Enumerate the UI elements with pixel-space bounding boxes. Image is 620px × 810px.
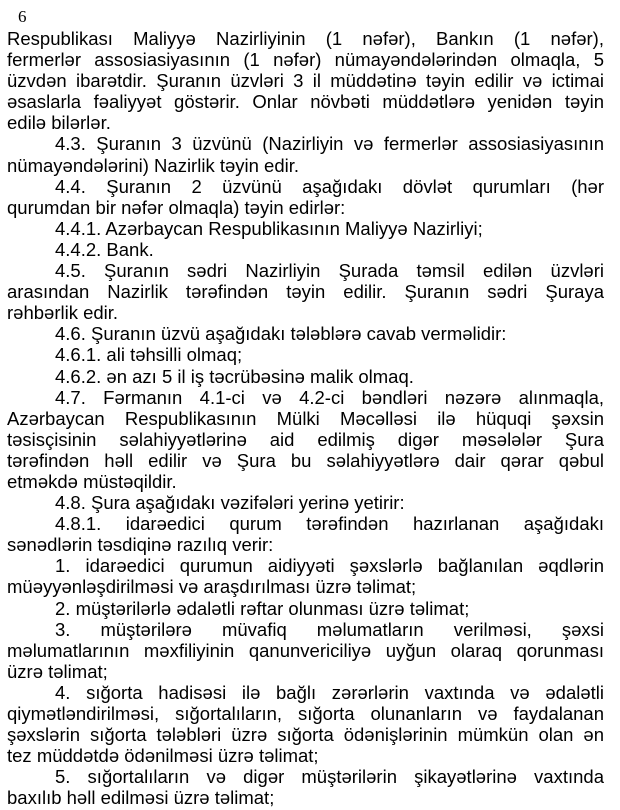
text-line: 4.6. Şuranın üzvü aşağıdakı tələblərə cavab verməlidir: xyxy=(55,323,507,345)
paragraph xyxy=(7,492,604,513)
paragraph xyxy=(7,366,604,387)
paragraph xyxy=(7,218,604,239)
text-line: 4.7. Fərmanın 4.1-ci və 4.2-ci bəndləri nəzərə alınmaqla, xyxy=(55,386,604,408)
text-line: şəxslərin sığorta tələbləri üzrə sığorta ödənişlərinin mümkün olan ən xyxy=(7,724,604,746)
paragraph xyxy=(7,682,604,766)
text-line: 4.8. Şura aşağıdakı vəzifələri yerinə yetirir: xyxy=(55,492,405,514)
text-line: təsisçisinin səlahiyyətlərinə aid edilmiş digər məsələlər Şura xyxy=(7,428,604,450)
text-line: qurumdan bir nəfər olmaqla) təyin edirlər: xyxy=(7,196,346,218)
paragraph xyxy=(7,513,604,555)
paragraph xyxy=(7,619,604,682)
text-line: 1. idarəedici qurumun aidiyyəti şəxslərlə bağlanılan əqdlərin xyxy=(55,555,604,577)
paragraph xyxy=(7,766,604,808)
text-line: məlumatlarının məxfiliyinin qanunvericiliyə uyğun olaraq qorunması xyxy=(7,639,604,661)
text-line: rəhbərlik edir. xyxy=(7,302,119,324)
text-line: qiymətləndirilməsi, sığortalıların, sığorta olunanların və faydalanan xyxy=(7,703,604,724)
text-line: 2. müştərilərlə ədalətli rəftar olunması üzrə təlimat; xyxy=(55,597,470,619)
text-line: Azərbaycan Respublikasının Mülki Məcəlləsi ilə hüquqi şəxsin xyxy=(7,407,604,429)
text-line: arasından Nazirlik tərəfindən təyin edilir. Şuranın sədri Şuraya xyxy=(7,281,604,303)
paragraph xyxy=(7,344,604,365)
paragraph xyxy=(7,176,604,218)
text-line: sənədlərin təsdiqinə razılıq verir: xyxy=(7,534,274,556)
text-line: 4.5. Şuranın sədri Nazirliyin Şurada təmsil edilən üzvləri xyxy=(55,260,604,282)
paragraph xyxy=(7,323,604,344)
text-line: üzvdən ibarətdir. Şuranın üzvləri 3 il müddətinə təyin edilir və ictimai xyxy=(7,70,604,92)
text-line: edilə bilərlər. xyxy=(7,112,111,134)
text-line: 4.3. Şuranın 3 üzvünü (Nazirliyin və fermerlər assosiasiyasının xyxy=(55,133,604,155)
text-line: tərəfindən həll edilir və Şura bu səlahiyyətlərə dair qərar qəbul xyxy=(7,449,604,471)
text-line: fermerlər assosiasiyasının (1 nəfər) nümayəndələrindən olmaqla, 5 xyxy=(7,49,604,71)
paragraph xyxy=(7,28,604,133)
text-line: Respublikası Maliyyə Nazirliyinin (1 nəfər), Bankın (1 nəfər), xyxy=(7,28,604,49)
text-line: 5. sığortalıların və digər müştərilərin şikayətlərinə vaxtında xyxy=(55,766,604,788)
text-line: üzrə təlimat; xyxy=(7,660,108,682)
text-line: 4.4. Şuranın 2 üzvünü aşağıdakı dövlət qurumları (hər xyxy=(55,175,604,197)
text-line: 4.4.1. Azərbaycan Respublikasının Maliyyə Nazirliyi; xyxy=(55,217,483,239)
paragraph xyxy=(7,133,604,175)
text-line: müəyyənləşdirilməsi və araşdırılması üzrə təlimat; xyxy=(7,576,417,598)
paragraph xyxy=(7,387,604,492)
document-text xyxy=(7,28,604,808)
paragraph xyxy=(7,598,604,619)
text-line: əsaslarla fəaliyyət göstərir. Onlar növbəti müddətlərə yenidən təyin xyxy=(7,91,604,113)
text-line: 4.8.1. idarəedici qurum tərəfindən hazırlanan aşağıdakı xyxy=(55,513,604,535)
text-line: tez müddətdə ödənilməsi üzrə təlimat; xyxy=(7,745,319,767)
text-line: etməkdə müstəqildir. xyxy=(7,470,177,492)
text-line: 3. müştərilərə müvafiq məlumatların verilməsi, şəxsi xyxy=(55,618,604,640)
text-line: baxılıb həll edilməsi üzrə təlimat; xyxy=(7,787,275,809)
paragraph xyxy=(7,239,604,260)
paragraph xyxy=(7,555,604,597)
paragraph xyxy=(7,260,604,323)
text-line: 4.6.1. ali təhsilli olmaq; xyxy=(55,344,243,366)
page-number: 6 xyxy=(18,7,27,26)
text-line: nümayəndələrini) Nazirlik təyin edir. xyxy=(7,154,300,176)
text-line: 4. sığorta hadisəsi ilə bağlı zərərlərin vaxtında və ədalətli xyxy=(55,681,604,703)
text-line: 4.6.2. ən azı 5 il iş təcrübəsinə malik olmaq. xyxy=(55,365,414,387)
text-line: 4.4.2. Bank. xyxy=(55,238,154,260)
